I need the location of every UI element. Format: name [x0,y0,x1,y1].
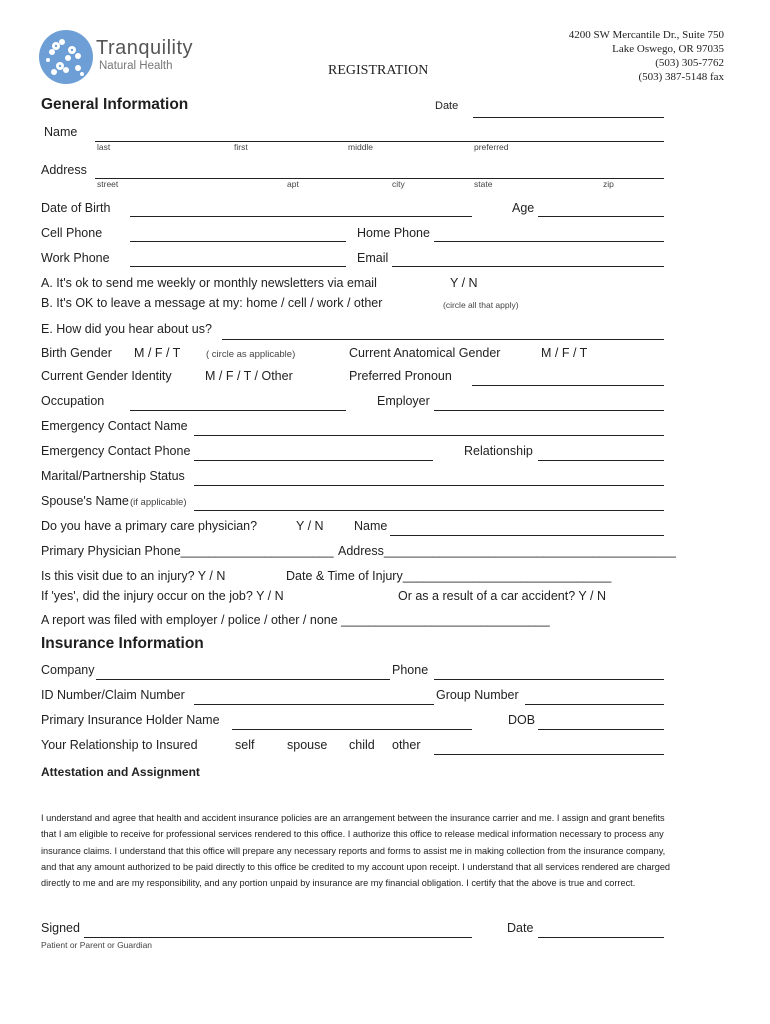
address-label: Address [41,163,87,177]
date-field[interactable] [473,117,664,118]
email-label: Email [357,251,389,265]
dob-field[interactable] [130,216,472,217]
id-number-field[interactable] [194,704,434,705]
gender-identity-label: Current Gender Identity [41,369,172,383]
anatomical-gender-options[interactable]: M / F / T [541,346,588,360]
address-sub-city: city [392,179,405,189]
age-label: Age [512,201,535,215]
holder-dob-label: DOB [508,713,536,727]
hear-field[interactable] [222,339,664,340]
name-label: Name [44,125,78,139]
holder-dob-field[interactable] [538,729,664,730]
name-field[interactable] [95,141,664,142]
work-phone-field[interactable] [130,266,346,267]
birth-gender-label: Birth Gender [41,346,112,360]
emergency-name-label: Emergency Contact Name [41,419,188,433]
pcp-label: Do you have a primary care physician? [41,519,258,533]
pcp-name-field[interactable] [390,535,664,536]
relationship-label: Relationship [464,444,533,458]
holder-name-label: Primary Insurance Holder Name [41,713,220,727]
insurance-heading: Insurance Information [41,635,204,652]
pcp-address-label[interactable]: Address__________________________________________ [338,544,676,558]
pronoun-field[interactable] [472,385,664,386]
relation-other[interactable]: other [392,738,421,752]
relation-label: Your Relationship to Insured [41,738,198,752]
birth-gender-note: ( circle as applicable) [206,349,296,360]
form-title: REGISTRATION [328,63,429,78]
name-sub-last: last [97,142,111,152]
spouse-field[interactable] [194,510,664,511]
holder-name-field[interactable] [232,729,472,730]
injury-label[interactable]: Is this visit due to an injury? Y / N [41,569,226,583]
name-sub-first: first [234,142,248,152]
name-sub-preferred: preferred [474,142,509,152]
attestation-heading: Attestation and Assignment [41,765,200,779]
age-field[interactable] [538,216,664,217]
address-phone: (503) 305-7762 [655,57,724,69]
emergency-phone-label: Emergency Contact Phone [41,444,191,458]
cell-phone-label: Cell Phone [41,226,103,240]
signed-note: Patient or Parent or Guardian [41,940,153,950]
employer-field[interactable] [434,410,664,411]
address-sub-street: street [97,179,119,189]
newsletter-label: A. It's ok to send me weekly or monthly newsletters via email [41,276,377,290]
id-number-label: ID Number/Claim Number [41,688,185,702]
newsletter-yn[interactable]: Y / N [450,276,478,290]
emergency-phone-field[interactable] [194,460,433,461]
signed-date-label: Date [507,921,534,935]
pcp-name-label: Name [354,519,388,533]
relationship-field[interactable] [538,460,664,461]
job-injury-label[interactable]: If 'yes', did the injury occur on the job? Y / N [41,589,284,603]
car-accident-label[interactable]: Or as a result of a car accident? Y / N [398,589,606,603]
address-line1: 4200 SW Mercantile Dr., Suite 750 [568,29,724,41]
group-number-label: Group Number [436,688,519,702]
signature-field[interactable] [84,937,472,938]
hear-label: E. How did you hear about us? [41,322,212,336]
birth-gender-options[interactable]: M / F / T [134,346,181,360]
emergency-name-field[interactable] [194,435,664,436]
date-label: Date [435,100,459,112]
relation-self[interactable]: self [235,738,255,752]
general-heading: General Information [41,96,189,113]
address-sub-apt: apt [287,179,299,189]
pronoun-label: Preferred Pronoun [349,369,452,383]
logo-name: Tranquility [96,37,194,59]
report-label[interactable]: A report was filed with employer / police / other / none ______________________________ [41,613,550,627]
dob-label: Date of Birth [41,201,111,215]
attestation-text: I understand and agree that health and accident insurance policies are an arrangement between the insurance carrier and me. I assign and grant benefits that I am eligible to receive for professional services rendered to this office. I authorize this office to release medical information necessary to process any insurance claims. I understand that this office will prepare any necessary reports and forms to assist me in making collection from the insurance company, and that any amount authorized to be paid directly to this office be credited to my account upon receipt. I understand that all services rendered are charged directly to me and are my responsibility, and any portion unpaid by insurance are my financial obligation. I certify that the above is true and correct. [41,813,671,889]
address-field[interactable] [95,178,664,179]
gender-identity-options[interactable]: M / F / T / Other [205,369,293,383]
message-note: (circle all that apply) [443,300,519,310]
occupation-field[interactable] [130,410,346,411]
marital-label: Marital/Partnership Status [41,469,185,483]
injury-date-label[interactable]: Date & Time of Injury______________________________ [286,569,612,583]
message-label: B. It's OK to leave a message at my: home / cell / work / other [41,296,383,310]
insurance-phone-label: Phone [392,663,429,677]
relation-spouse[interactable]: spouse [287,738,328,752]
name-sub-middle: middle [348,142,374,152]
flower-logo-icon [38,28,94,86]
relation-child[interactable]: child [349,738,375,752]
employer-label: Employer [377,394,430,408]
anatomical-gender-label: Current Anatomical Gender [349,346,501,360]
signed-label: Signed [41,921,80,935]
relation-other-field[interactable] [434,754,664,755]
address-sub-state: state [474,179,493,189]
pcp-yn[interactable]: Y / N [296,519,324,533]
logo-subtitle: Natural Health [99,60,173,72]
address-line2: Lake Oswego, OR 97035 [612,43,724,55]
address-sub-zip: zip [603,179,614,189]
email-field[interactable] [392,266,664,267]
address-fax: (503) 387-5148 fax [638,71,724,83]
home-phone-field[interactable] [434,241,664,242]
cell-phone-field[interactable] [130,241,346,242]
company-label: Company [41,663,95,677]
home-phone-label: Home Phone [357,226,430,240]
occupation-label: Occupation [41,394,105,408]
insurance-phone-field[interactable] [434,679,664,680]
group-number-field[interactable] [525,704,664,705]
work-phone-label: Work Phone [41,251,110,265]
company-field[interactable] [96,679,390,680]
marital-field[interactable] [194,485,664,486]
signed-date-field[interactable] [538,937,664,938]
spouse-note: (if applicable) [130,497,187,508]
spouse-label: Spouse's Name [41,494,129,508]
pcp-phone-label[interactable]: Primary Physician Phone______________________ [41,544,334,558]
